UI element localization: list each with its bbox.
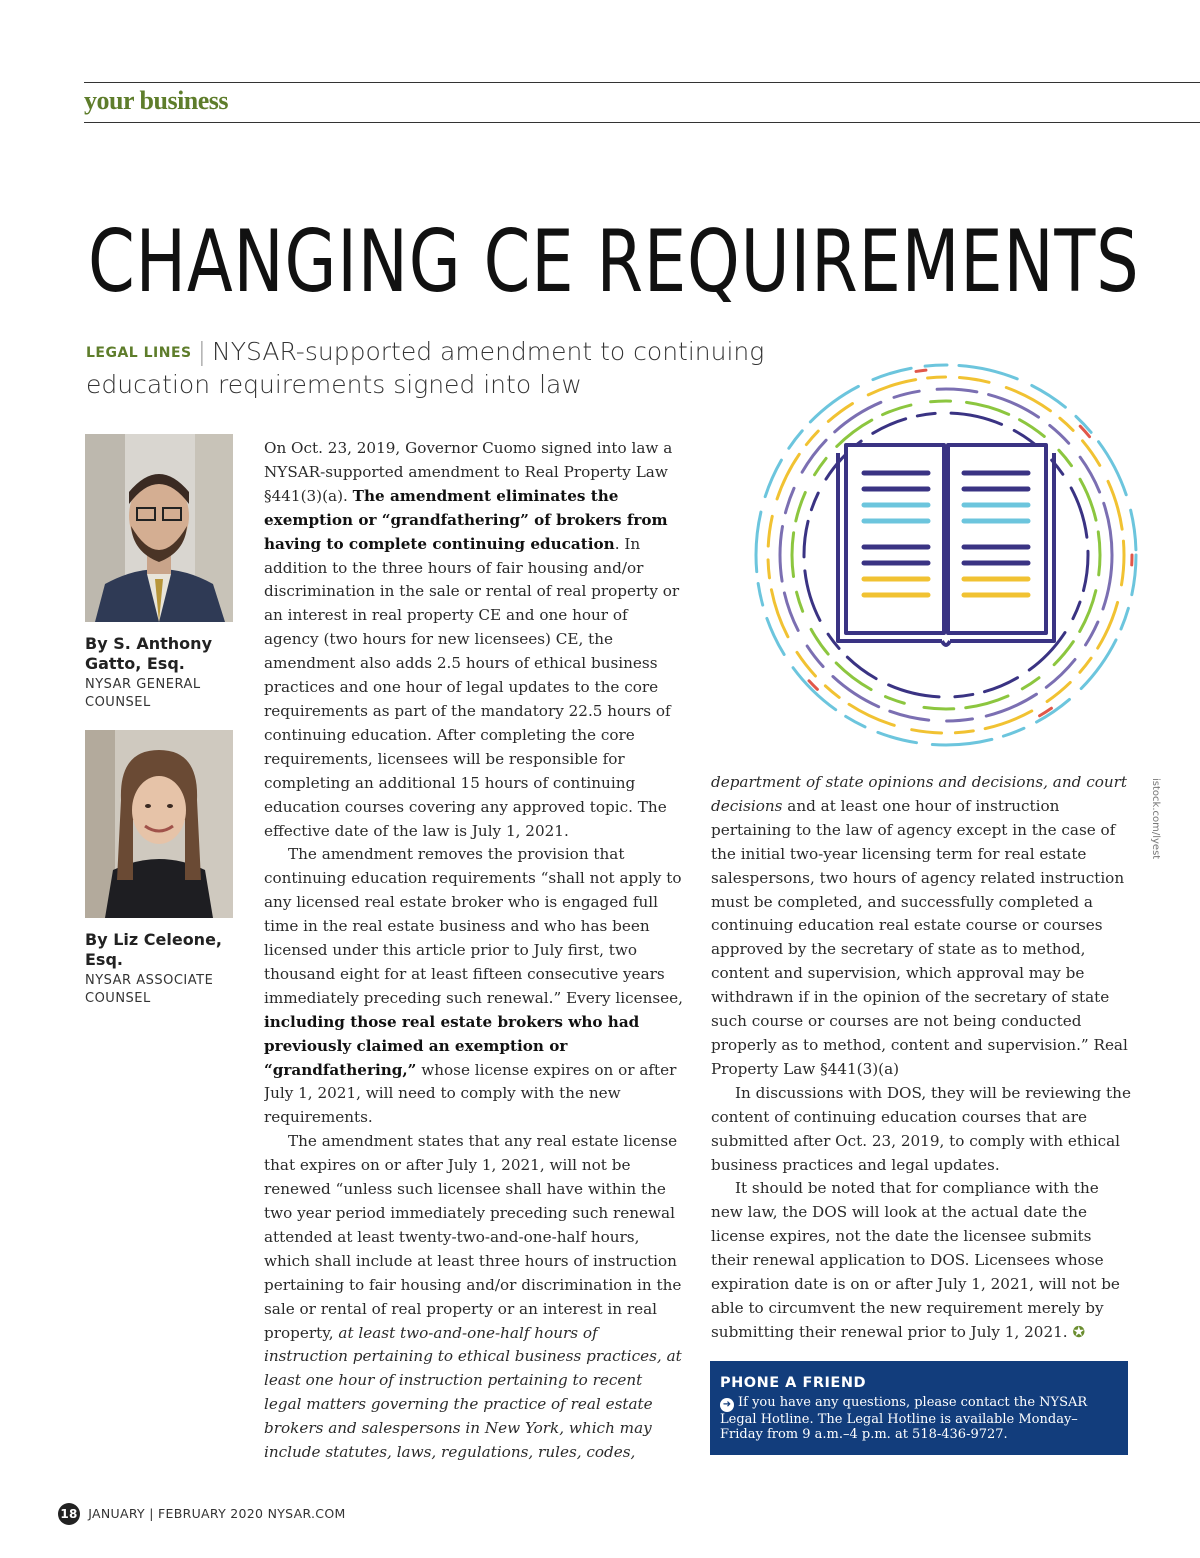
text-run: The amendment removes the provision that continuing education requirements “shall not apply to any licensed real estate broker who is engaged full time in the real estate business and who has been licensed under this article prior to July first, two thousand eight for at least fifteen consecutive years immediately preceding such renewal.” Every licensee, — [264, 845, 683, 1007]
text-run: The amendment states that any real estate license that expires on or after July 1, 2021, will not be renewed “unless such licensee shall have within the two year period immediately preceding such renewal attended at least twenty-two-and-one-half hours, which shall include at least three hours of instruction pertaining to fair housing and/or discrimination in the sale or rental of real property or an interest in real property, — [264, 1132, 682, 1342]
article-column-2 — [711, 0, 1131, 1345]
arrow-right-icon: ➜ — [720, 1398, 734, 1412]
deck-separator: | — [197, 337, 207, 366]
author-name: By S. Anthony Gatto, Esq. — [85, 634, 212, 673]
author-byline-gatto — [85, 634, 235, 712]
paragraph-3 — [264, 1130, 684, 1465]
paragraph-1 — [264, 437, 684, 843]
bold-run: The amendment eliminates the exemption or “grandfathering” of brokers from having to complete continuing education — [264, 486, 668, 553]
callout-text: If you have any questions, please contact the NYSAR Legal Hotline. The Legal Hotline is available Monday–Friday from 9 a.m.–4 p.m. at 518-436-9727. — [720, 1395, 1088, 1442]
headline: CHANGING CE REQUIREMENTS — [88, 212, 1140, 312]
callout-title: PHONE A FRIEND — [720, 1375, 866, 1391]
author-byline-celeone — [85, 930, 235, 1008]
paragraph-3-continued — [711, 771, 1131, 1082]
page-number: 18 — [58, 1503, 80, 1525]
author-role: NYSAR GENERAL COUNSEL — [85, 677, 201, 710]
text-run: It should be noted that for compliance with the new law, the DOS will look at the actual date the license expires, not the date the licensee submits their renewal application to DOS. Licensees whose expiration date is on or after July 1, 2021, will not be able to circumvent the new requirement merely by submitting their renewal prior to July 1, 2021. — [711, 1179, 1120, 1341]
text-run: On Oct. 23, 2019, Governor Cuomo signed into law a NYSAR-supported amendment to Real Property Law §441(3)(a). — [264, 439, 673, 505]
text-run: . In addition to the three hours of fair housing and/or discrimination in the sale or rental of real property or an interest in real property CE and one hour of agency (two hours for new licensees) CE, the amendment also adds 2.5 hours of ethical business practices and one hour of legal updates to the core requirements as part of the mandatory 22.5 hours of continuing education. After completing the core requirements, licensees will be responsible for completing an additional 15 hours of continuing education courses covering any approved topic. The effective date of the law is July 1, 2021. — [264, 534, 680, 840]
column-continuation-spacer — [711, 0, 1131, 771]
deck — [86, 336, 786, 401]
deck-kicker: LEGAL LINES — [86, 345, 192, 361]
paragraph-4: In discussions with DOS, they will be reviewing the content of continuing education courses that are submitted after Oct. 23, 2019, to comply with ethical business practices and legal updates. — [711, 1083, 1131, 1174]
phone-a-friend-callout — [710, 1361, 1128, 1455]
author-role: NYSAR ASSOCIATE COUNSEL — [85, 973, 214, 1006]
italic-run: at least two-and-one-half hours of instruction pertaining to ethical business practices, at least one hour of instruction pertaining to recent legal matters governing the practice of real estate brokers and salespersons in New York, which may include statutes, laws, regulations, rules, codes, — [264, 1323, 682, 1462]
section-tag: your business — [84, 86, 229, 115]
paragraph-2 — [264, 843, 684, 1130]
text-run: and at least one hour of instruction pertaining to the law of agency except in the case of the initial two-year licensing term for real estate salespersons, two hours of agency related instruction must be completed, and successfully completed a continuing education real estate course or courses approved by the secretary of state as to method, content and supervision, which approval may be withdrawn if in the opinion of the secretary of state such course or courses are not being conducted properly as to method, content and supervision.” Real Property Law §441(3)(a) — [711, 796, 1128, 1078]
callout-body — [720, 1395, 1118, 1442]
author-name: By Liz Celeone, Esq. — [85, 930, 222, 969]
page-footer — [58, 1503, 346, 1525]
article-column-1 — [264, 437, 684, 1465]
deck-text: NYSAR-supported amendment to continuing education requirements signed into law — [86, 337, 765, 399]
image-credit: istock.com/lyest — [1150, 778, 1161, 860]
italic-run: department of state opinions and decisions, and court decisions — [711, 773, 1127, 815]
author-photo-celeone — [85, 730, 233, 918]
site-url: NYSAR.COM — [267, 1506, 346, 1521]
author-photo-gatto — [85, 434, 233, 622]
end-mark-icon: ✪ — [1072, 1322, 1086, 1341]
bold-run: including those real estate brokers who had previously claimed an exemption or “grandfathering,” — [264, 1012, 640, 1079]
text-run: whose license expires on or after July 1, 2021, will need to comply with the new requirements. — [264, 1060, 677, 1127]
issue-date: JANUARY | FEBRUARY 2020 — [88, 1506, 264, 1521]
paragraph-5 — [711, 1177, 1131, 1344]
